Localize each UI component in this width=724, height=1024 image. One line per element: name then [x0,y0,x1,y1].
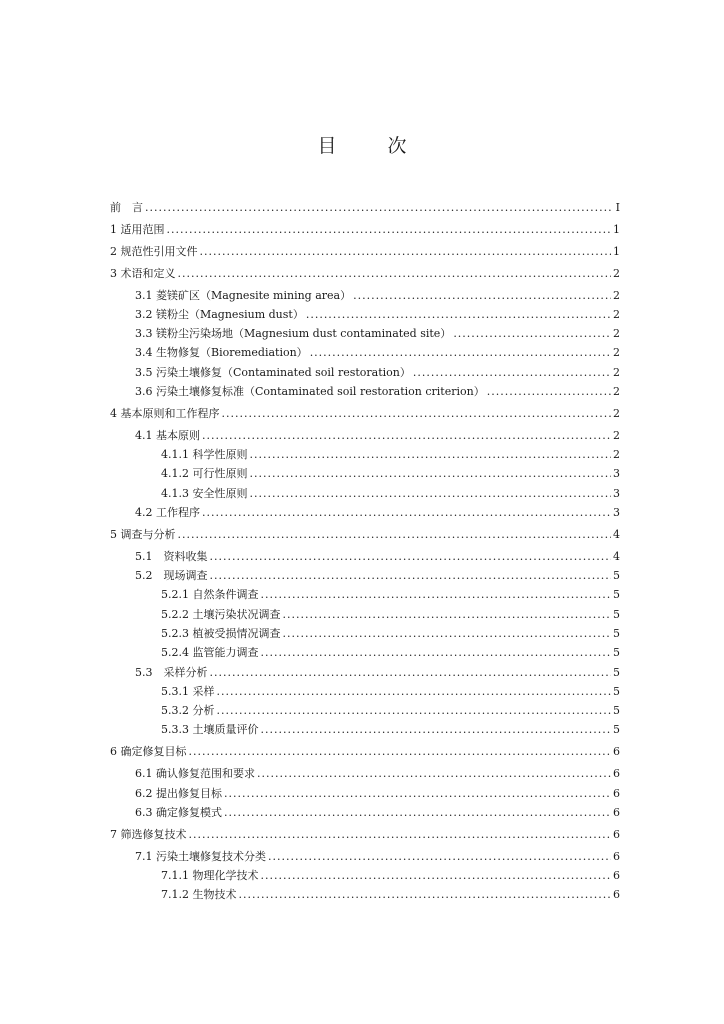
toc-entry[interactable] [110,885,620,904]
toc-entry-page-number: 5 [613,684,620,698]
toc-entry-label: 7.1.1 物理化学技术 [161,868,259,882]
toc-entry-label: 4.1.1 科学性原则 [161,448,248,462]
toc-leader-dots [261,585,612,604]
toc-entry-page-number: 5 [613,723,620,737]
toc-entry[interactable] [110,404,620,423]
table-of-contents [110,198,620,905]
toc-entry-page-number: 2 [613,346,620,360]
toc-entry-label: 5.3 采样分析 [135,665,208,679]
toc-entry[interactable] [110,382,620,401]
toc-entry[interactable] [110,866,620,885]
toc-entry-page-number: 5 [613,626,620,640]
toc-leader-dots [250,484,612,503]
toc-entry[interactable] [110,605,620,624]
toc-entry-page-number: 5 [613,704,620,718]
toc-leader-dots [178,264,612,283]
toc-entry-page-number: 6 [613,849,620,863]
toc-leader-dots [202,426,611,445]
toc-entry[interactable] [110,503,620,522]
toc-entry-label: 5.2.3 植被受损情况调查 [161,626,281,640]
toc-entry-label: 5.3.1 采样 [161,684,215,698]
toc-leader-dots [453,324,611,343]
toc-leader-dots [210,566,612,585]
toc-entry[interactable] [110,720,620,739]
toc-leader-dots [200,242,612,261]
toc-entry-page-number: 2 [613,428,620,442]
toc-entry[interactable] [110,742,620,761]
toc-leader-dots [189,742,612,761]
toc-entry-page-number: 6 [613,888,620,902]
toc-entry-page-number: 4 [613,549,620,563]
toc-entry-page-number: 5 [613,569,620,583]
toc-entry-page-number: 1 [613,244,620,258]
toc-entry-page-number: 2 [613,365,620,379]
toc-leader-dots [257,764,611,783]
toc-entry-label: 7.1.2 生物技术 [161,888,237,902]
toc-entry[interactable] [110,547,620,566]
toc-leader-dots [283,624,612,643]
toc-leader-dots [261,866,612,885]
toc-entry-page-number: 2 [613,406,620,420]
toc-leader-dots [167,220,612,239]
toc-entry-label: 6.1 确认修复范围和要求 [135,767,255,781]
toc-entry-label: 4.1.3 安全性原则 [161,486,248,500]
toc-entry-page-number: 2 [613,327,620,341]
toc-entry[interactable] [110,701,620,720]
toc-entry-page-number: 2 [613,266,620,280]
toc-entry-page-number: 6 [613,767,620,781]
toc-leader-dots [217,682,612,701]
toc-leader-dots [239,885,612,904]
toc-entry[interactable] [110,426,620,445]
toc-entry-page-number: I [615,201,620,214]
toc-entry-label: 5 调查与分析 [110,527,176,541]
toc-entry-label: 3.1 菱镁矿区（Magnesite mining area） [135,288,352,302]
toc-leader-dots [261,720,612,739]
toc-leader-dots [202,503,611,522]
toc-entry-label: 6.2 提出修复目标 [135,786,222,800]
toc-entry[interactable] [110,525,620,544]
toc-entry-label: 4.1.2 可行性原则 [161,467,248,481]
toc-entry-page-number: 4 [613,527,620,541]
toc-entry[interactable] [110,363,620,382]
toc-entry-label: 5.2 现场调查 [135,569,208,583]
toc-entry-label: 5.2.1 自然条件调查 [161,588,259,602]
toc-entry-label: 7 筛选修复技术 [110,827,187,841]
toc-entry[interactable] [110,764,620,783]
toc-entry[interactable] [110,445,620,464]
toc-leader-dots [222,404,612,423]
toc-entry[interactable] [110,264,620,283]
toc-entry[interactable] [110,682,620,701]
toc-leader-dots [250,464,612,483]
toc-leader-dots [268,847,611,866]
toc-entry-page-number: 3 [613,467,620,481]
toc-entry[interactable] [110,643,620,662]
toc-entry-label: 5.1 资料收集 [135,549,208,563]
toc-entry-page-number: 5 [613,607,620,621]
toc-entry-label: 2 规范性引用文件 [110,244,198,258]
toc-entry-page-number: 6 [613,827,620,841]
toc-entry-page-number: 5 [613,646,620,660]
toc-entry[interactable] [110,784,620,803]
toc-entry-page-number: 6 [613,868,620,882]
toc-entry-label: 6.3 确定修复模式 [135,805,222,819]
toc-leader-dots [210,663,612,682]
toc-entry-page-number: 5 [613,588,620,602]
toc-entry[interactable] [110,484,620,503]
toc-entry-page-number: 6 [613,786,620,800]
toc-entry[interactable] [110,324,620,343]
toc-entry-label: 3.5 污染土壤修复（Contaminated soil restoration） [135,365,411,379]
toc-entry[interactable] [110,803,620,822]
toc-leader-dots [217,701,612,720]
toc-leader-dots [210,547,612,566]
toc-entry-label: 3.2 镁粉尘（Magnesium dust） [135,307,304,321]
toc-leader-dots [283,605,612,624]
toc-entry[interactable] [110,305,620,324]
toc-entry-label: 3.4 生物修复（Bioremediation） [135,346,308,360]
toc-entry-label: 1 适用范围 [110,222,165,236]
toc-entry-page-number: 2 [613,385,620,399]
toc-leader-dots [306,305,611,324]
toc-entry-label: 7.1 污染土壤修复技术分类 [135,849,266,863]
toc-entry-label: 6 确定修复目标 [110,745,187,759]
toc-entry-label: 前 言 [110,201,143,214]
toc-leader-dots [310,343,611,362]
toc-entry[interactable] [110,464,620,483]
toc-entry-page-number: 2 [613,307,620,321]
toc-entry-page-number: 5 [613,665,620,679]
toc-entry[interactable] [110,220,620,239]
toc-leader-dots [224,784,611,803]
toc-entry-page-number: 6 [613,745,620,759]
toc-leader-dots [250,445,612,464]
toc-entry-page-number: 1 [613,222,620,236]
toc-entry-label: 5.2.4 监管能力调查 [161,646,259,660]
toc-entry[interactable] [110,847,620,866]
toc-entry-label: 5.3.3 土壤质量评价 [161,723,259,737]
toc-entry[interactable] [110,286,620,305]
toc-leader-dots [189,825,612,844]
toc-leader-dots [145,198,612,217]
toc-leader-dots [487,382,611,401]
toc-entry-label: 4 基本原则和工作程序 [110,406,220,420]
toc-entry-label: 3.6 污染土壤修复标准（Contaminated soil restoration criterion） [135,385,485,399]
toc-entry-page-number: 2 [613,448,620,462]
toc-entry-page-number: 6 [613,805,620,819]
toc-entry-label: 5.3.2 分析 [161,704,215,718]
toc-entry[interactable] [110,343,620,362]
toc-entry[interactable] [110,198,620,217]
page-title: 目 次 [317,135,423,157]
toc-entry[interactable] [110,566,620,585]
toc-entry-page-number: 2 [613,288,620,302]
toc-entry-label: 5.2.2 土壤污染状况调查 [161,607,281,621]
toc-leader-dots [413,363,611,382]
toc-entry-page-number: 3 [613,506,620,520]
toc-leader-dots [178,525,612,544]
toc-entry[interactable] [110,663,620,682]
toc-entry-label: 4.1 基本原则 [135,428,200,442]
toc-entry[interactable] [110,624,620,643]
toc-entry-label: 4.2 工作程序 [135,506,200,520]
toc-entry[interactable] [110,825,620,844]
toc-entry[interactable] [110,585,620,604]
toc-entry-page-number: 3 [613,486,620,500]
toc-entry-label: 3.3 镁粉尘污染场地（Magnesium dust contaminated site） [135,327,452,341]
toc-leader-dots [224,803,611,822]
toc-leader-dots [261,643,612,662]
toc-entry-label: 3 术语和定义 [110,266,176,280]
toc-leader-dots [353,286,611,305]
toc-entry[interactable] [110,242,620,261]
